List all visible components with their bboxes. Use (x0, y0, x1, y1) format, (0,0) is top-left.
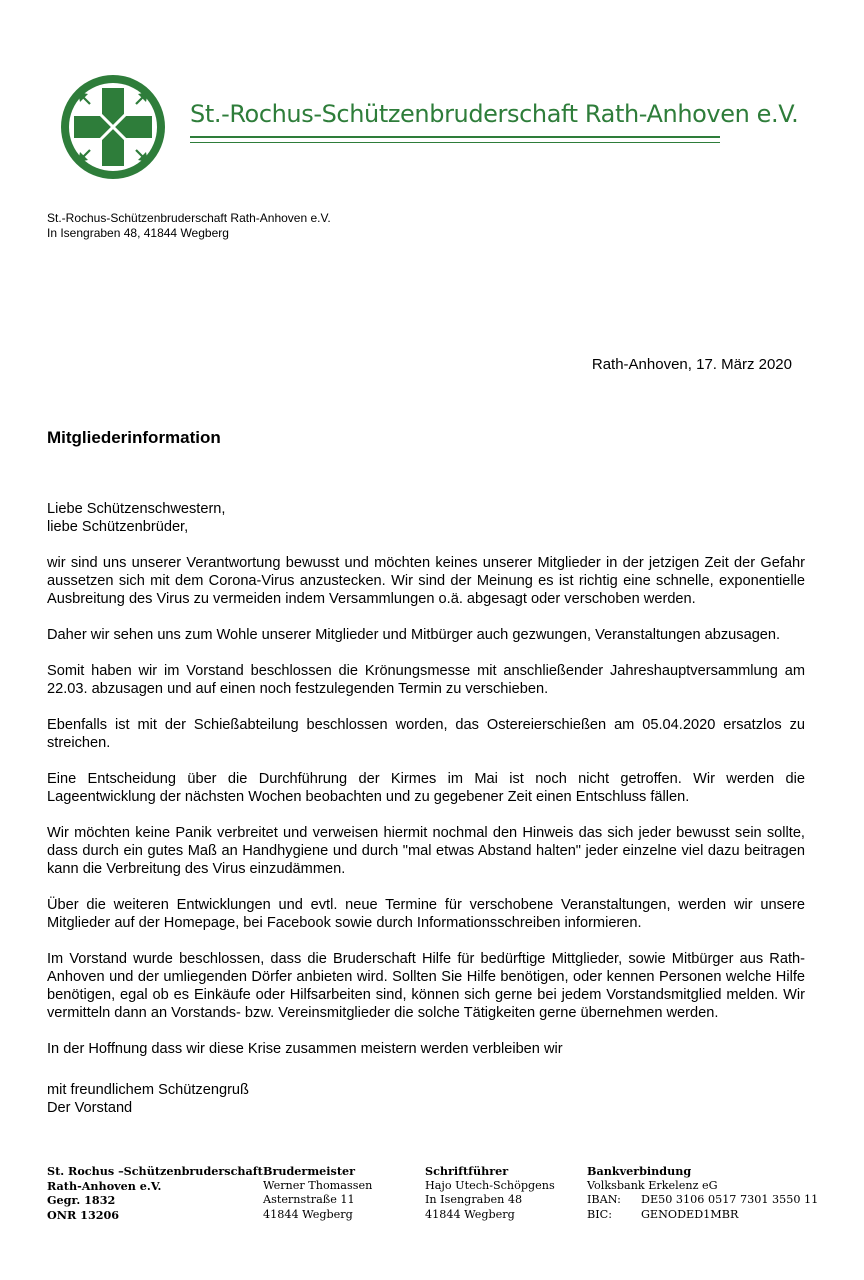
footer-heading: Brudermeister (263, 1164, 356, 1178)
footer-bank-details (587, 1164, 818, 1222)
footer-line: Rath-Anhoven e.V. (47, 1178, 162, 1193)
footer-line: 41844 Wegberg (425, 1207, 515, 1221)
footer-line: Hajo Utech-Schöpgens (425, 1178, 555, 1192)
letter-closing (47, 1081, 249, 1117)
body-paragraph: Somit haben wir im Vorstand beschlossen die Krönungsmesse mit anschließender Jahreshauptversammlung am 22.03. abzusagen und auf einen noch festzulegenden Termin zu verschieben. (47, 663, 805, 697)
body-paragraph: Über die weiteren Entwicklungen und evtl. neue Termine für verschobene Veranstaltungen, werden wir unsere Mitglieder auf der Homepage, bei Facebook sowie durch Informationsschreiben informieren. (47, 897, 805, 931)
letter-footer (47, 1164, 819, 1222)
body-paragraph: Eine Entscheidung über die Durchführung der Kirmes im Mai ist noch nicht getroffen. Wir werden die Lageentwicklung der nächsten Wochen beobachten und zu gegebener Zeit einen Entschluss fällen. (47, 771, 805, 805)
bic-row (587, 1208, 818, 1223)
cross-with-arrows-icon (58, 72, 168, 182)
footer-schriftfuehrer (425, 1164, 555, 1222)
greeting-line: Liebe Schützenschwestern, (47, 501, 226, 517)
sender-address (47, 211, 331, 241)
body-paragraph: Im Vorstand wurde beschlossen, dass die Bruderschaft Hilfe für bedürftige Mittglieder, sowie Mitbürger aus Rath-Anhoven und der umliegenden Dörfer anbieten wird. Sollten Sie Hilfe benötigen, oder kennen Personen welche Hilfe benötigen, egal ob es Einkäufe oder Hilfsarbeiten sind, können sich gerne bei jedem Vorstandsmitglied melden. Wir vermitteln dann an Vorstands- bzw. Vereinsmitglieder die solche Tätigkeiten gerne übernehmen werden. (47, 951, 805, 1021)
greeting-line: liebe Schützenbrüder, (47, 519, 189, 535)
letter-date: Rath-Anhoven, 17. März 2020 (591, 356, 792, 373)
body-paragraph: Daher wir sehen uns zum Wohle unserer Mitglieder und Mitbürger auch gezwungen, Veranstaltungen abzusagen. (47, 627, 781, 643)
iban-label: IBAN: (587, 1193, 621, 1206)
body-paragraph: wir sind uns unserer Verantwortung bewusst und möchten keines unserer Mitglieder in der jetzigen Zeit der Gefahr aussetzen sich mit dem Corona-Virus anzustecken. Wir sind der Meinung es ist richtig eine schnelle, exponentielle Ausbreitung des Virus zu vermeiden indem Versammlungen o.ä. abgesagt oder verschoben werden. (47, 555, 805, 607)
letter-subject: Mitgliederinformation (47, 428, 221, 447)
iban-value: DE50 3106 0517 7301 3550 11 (641, 1193, 819, 1206)
footer-line: Gegr. 1832 (47, 1193, 116, 1207)
iban-row (587, 1193, 818, 1208)
body-paragraph: Wir möchten keine Panik verbreitet und verweisen hiermit nochmal den Hinweis das sich jeder bewusst sein sollte, dass durch ein gutes Maß an Handhygiene und durch "mal etwas Abstand halten" jeder einzelne viel dazu beitragen kann die Verbreitung des Virus einzudämmen. (47, 825, 805, 877)
signature-line: Der Vorstand (47, 1100, 133, 1116)
footer-heading: Schriftführer (425, 1164, 509, 1178)
bic-value: GENODED1MBR (641, 1207, 739, 1221)
letterhead-rule-top (190, 136, 720, 138)
footer-line: 41844 Wegberg (263, 1207, 353, 1221)
bic-label: BIC: (587, 1207, 612, 1221)
footer-heading: St. Rochus –Schützenbruderschaft (47, 1164, 263, 1178)
footer-line: ONR 13206 (47, 1207, 120, 1222)
letter-body (47, 500, 805, 1076)
footer-club-info (47, 1164, 263, 1222)
sender-line: In Isengraben 48, 41844 Wegberg (47, 226, 229, 240)
letterhead-title: St.-Rochus-Schützenbruderschaft Rath-Anhoven e.V. (190, 100, 799, 128)
closing-line: mit freundlichem Schützengruß (47, 1082, 249, 1098)
footer-line: Werner Thomassen (263, 1178, 373, 1192)
letterhead-rule-bottom (190, 142, 720, 143)
footer-line: Volksbank Erkelenz eG (587, 1178, 718, 1192)
greeting (47, 500, 805, 536)
footer-line: In Isengraben 48 (425, 1193, 523, 1206)
footer-line: Asternstraße 11 (263, 1193, 355, 1206)
sender-line: St.-Rochus-Schützenbruderschaft Rath-Anhoven e.V. (47, 211, 331, 225)
body-paragraph: Ebenfalls ist mit der Schießabteilung beschlossen worden, das Ostereierschießen am 05.04.2020 ersatzlos zu streichen. (47, 717, 805, 751)
footer-brudermeister (263, 1164, 372, 1222)
club-logo (58, 72, 168, 182)
footer-heading: Bankverbindung (587, 1164, 692, 1178)
body-paragraph: In der Hoffnung dass wir diese Krise zusammen meistern werden verbleiben wir (47, 1041, 563, 1057)
